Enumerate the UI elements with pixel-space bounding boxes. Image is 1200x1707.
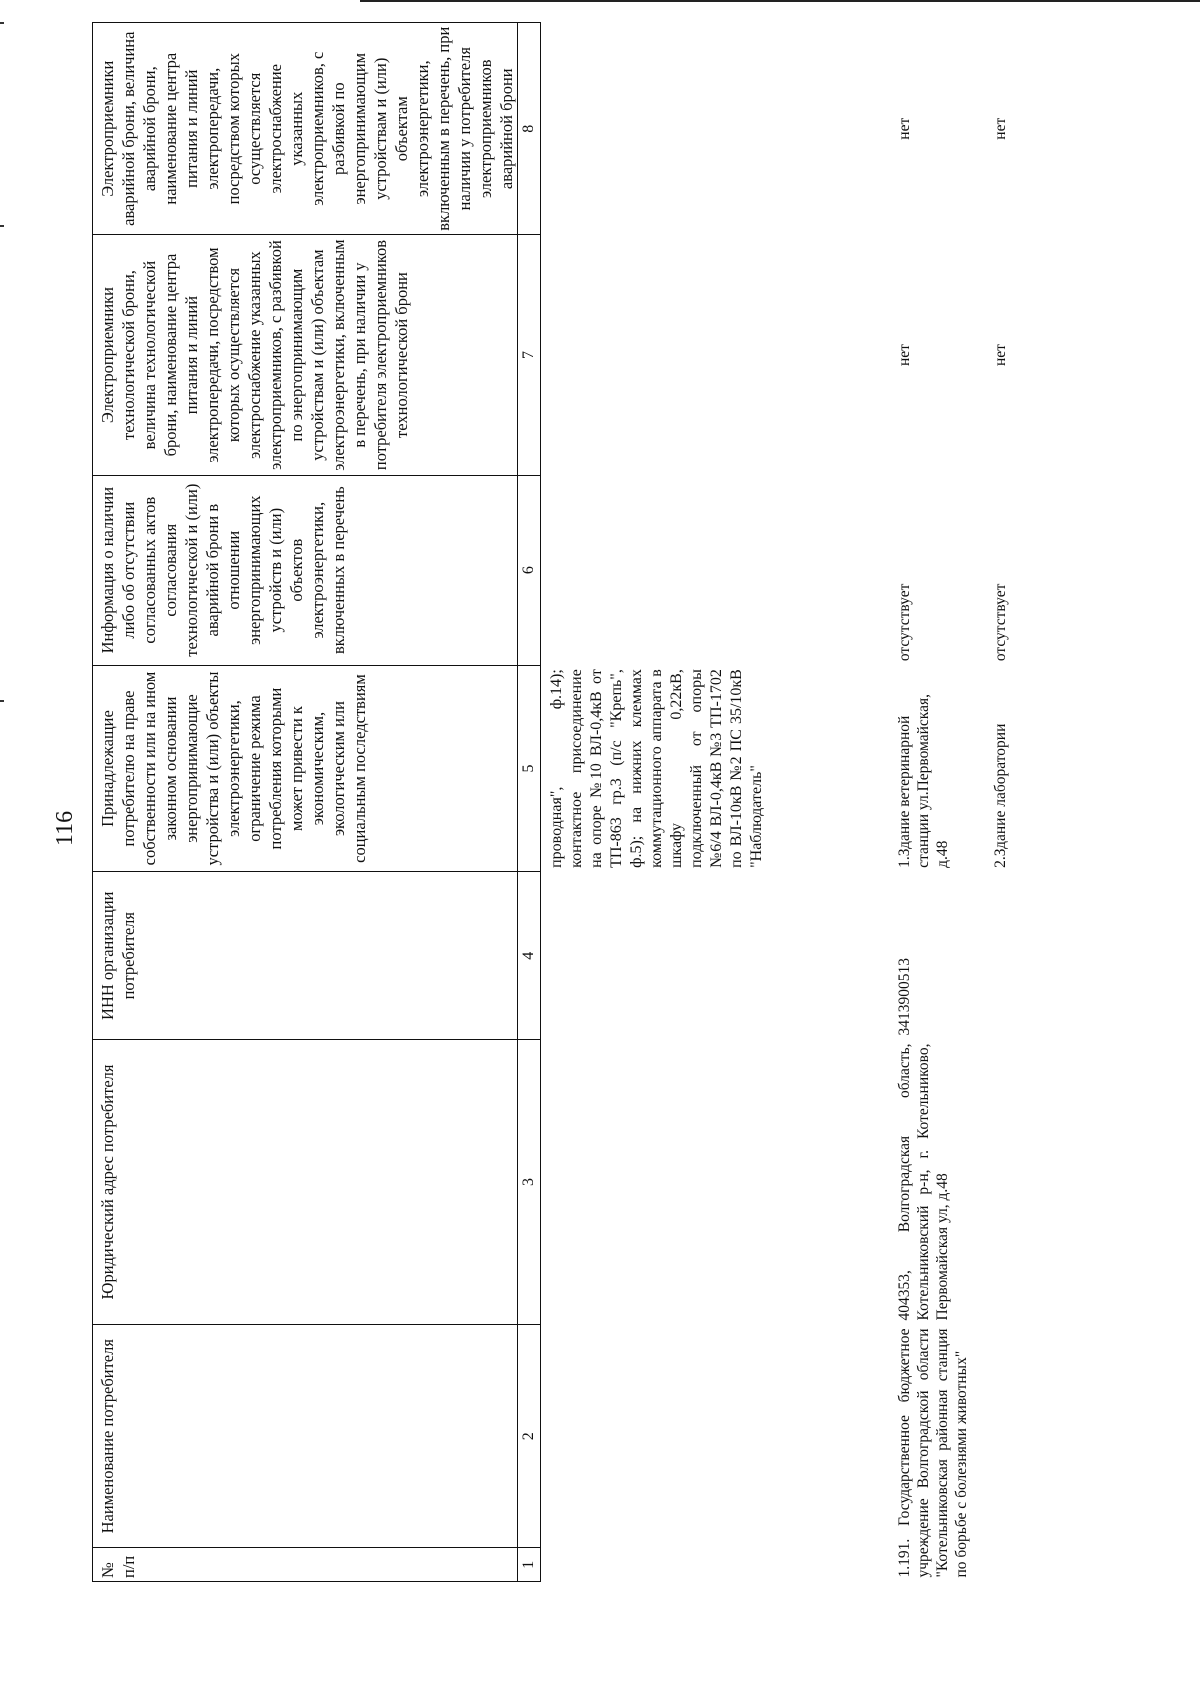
- header-address: Юридический адрес потребителя: [93, 1040, 518, 1325]
- page-number: 116: [52, 810, 78, 846]
- object-acts: отсутствует: [896, 583, 913, 662]
- record-inn: 3413900513: [896, 958, 913, 1036]
- record-name-cell: [877, 1324, 971, 1581]
- column-number: 2: [518, 1324, 541, 1548]
- header-inn: ИНН организации потребителя: [93, 872, 518, 1040]
- top-rule: [360, 0, 1200, 2]
- record-name: Государственное бюджетное учреждение Волгоградской области "Котельниковская районная станция по борьбе с болезнями животных": [896, 1328, 970, 1578]
- record-number: 1.191.: [896, 1538, 913, 1578]
- header-emergency-reserve: Электроприемники аварийной брони, величина аварийной брони, наименование центра питания и линий электропередачи, посредством которых осуществляется электроснабжение указанных электроприемников, с разбивкой по энергопринимающим устройствам и (или) объектам электроэнергетики, включенным в перечень, при наличии у потребителя электроприемников аварийной брони: [93, 23, 518, 235]
- header-name: Наименование потребителя: [93, 1324, 518, 1548]
- edge-mark: [0, 700, 4, 702]
- edge-mark: [0, 22, 4, 24]
- column-number: 5: [518, 665, 541, 872]
- object-tech-reserve: нет: [992, 344, 1009, 367]
- table-row: [971, 23, 1010, 1582]
- record-address: 404353, Волгоградская область, Котельниковский р-н, г. Котельниково, Первомайская ул, д.48: [896, 1043, 951, 1321]
- object-description: 2.Здание лаборатории: [992, 723, 1009, 868]
- object-tech-reserve: нет: [896, 344, 913, 367]
- continuation-text: проводная", ф.14); контактное присоединение на опоре №10 ВЛ-0,4кВ от ТП-863 гр.3 (п/с "Крепь", ф.5); на нижних клеммах коммутационного аппарата в шкафу 0,22кВ, подключенный от опоры №6/4 ВЛ-0,4кВ №3 ТП-1702 по ВЛ-10кВ №2 ПС 35/10кВ "Наблюдатель": [548, 669, 765, 868]
- header-number: № п/п: [93, 1548, 518, 1582]
- column-number: 7: [518, 235, 541, 475]
- header-row: [93, 23, 518, 1582]
- column-number: 3: [518, 1040, 541, 1325]
- column-number-row: [518, 23, 541, 1582]
- header-tech-reserve: Электроприемники технологической брони, величина технологической брони, наименование центра питания и линий электропередачи, посредством которых осуществляется электроснабжение указанных электроприемников, с разбивкой по энергопринимающим устройствам и (или) объектам электроэнергетики, включенным в перечень, при наличии у потребителя электроприемников технологической брони: [93, 235, 518, 475]
- column-number: 8: [518, 23, 541, 235]
- column-number: 1: [518, 1548, 541, 1582]
- column-number: 4: [518, 872, 541, 1040]
- object-emergency-reserve: нет: [992, 117, 1009, 140]
- object-acts: отсутствует: [992, 583, 1009, 662]
- rotated-table-block: [92, 22, 1052, 1582]
- header-objects: Принадлежащие потребителю на праве собственности или на ином законном основании энергопринимающие устройства и (или) объекты электроэнергетики, ограничение режима потребления которыми может привести к экономическим, экологическим или социальным последствиям: [93, 665, 518, 872]
- table-row: [877, 23, 971, 1582]
- header-acts: Информация о наличии либо об отсутствии согласованных актов согласования технологической и (или) аварийной брони в отношении энергопринимающих устройств и (или) объектов электроэнергетики, включенных в перечень: [93, 475, 518, 665]
- continuation-row: [541, 23, 878, 1582]
- consumer-table: [92, 22, 1010, 1582]
- column-number: 6: [518, 475, 541, 665]
- object-description: 1.Здание ветеринарной станции ул.Первомайская, д.48: [896, 694, 951, 868]
- object-emergency-reserve: нет: [896, 117, 913, 140]
- edge-mark: [0, 225, 4, 227]
